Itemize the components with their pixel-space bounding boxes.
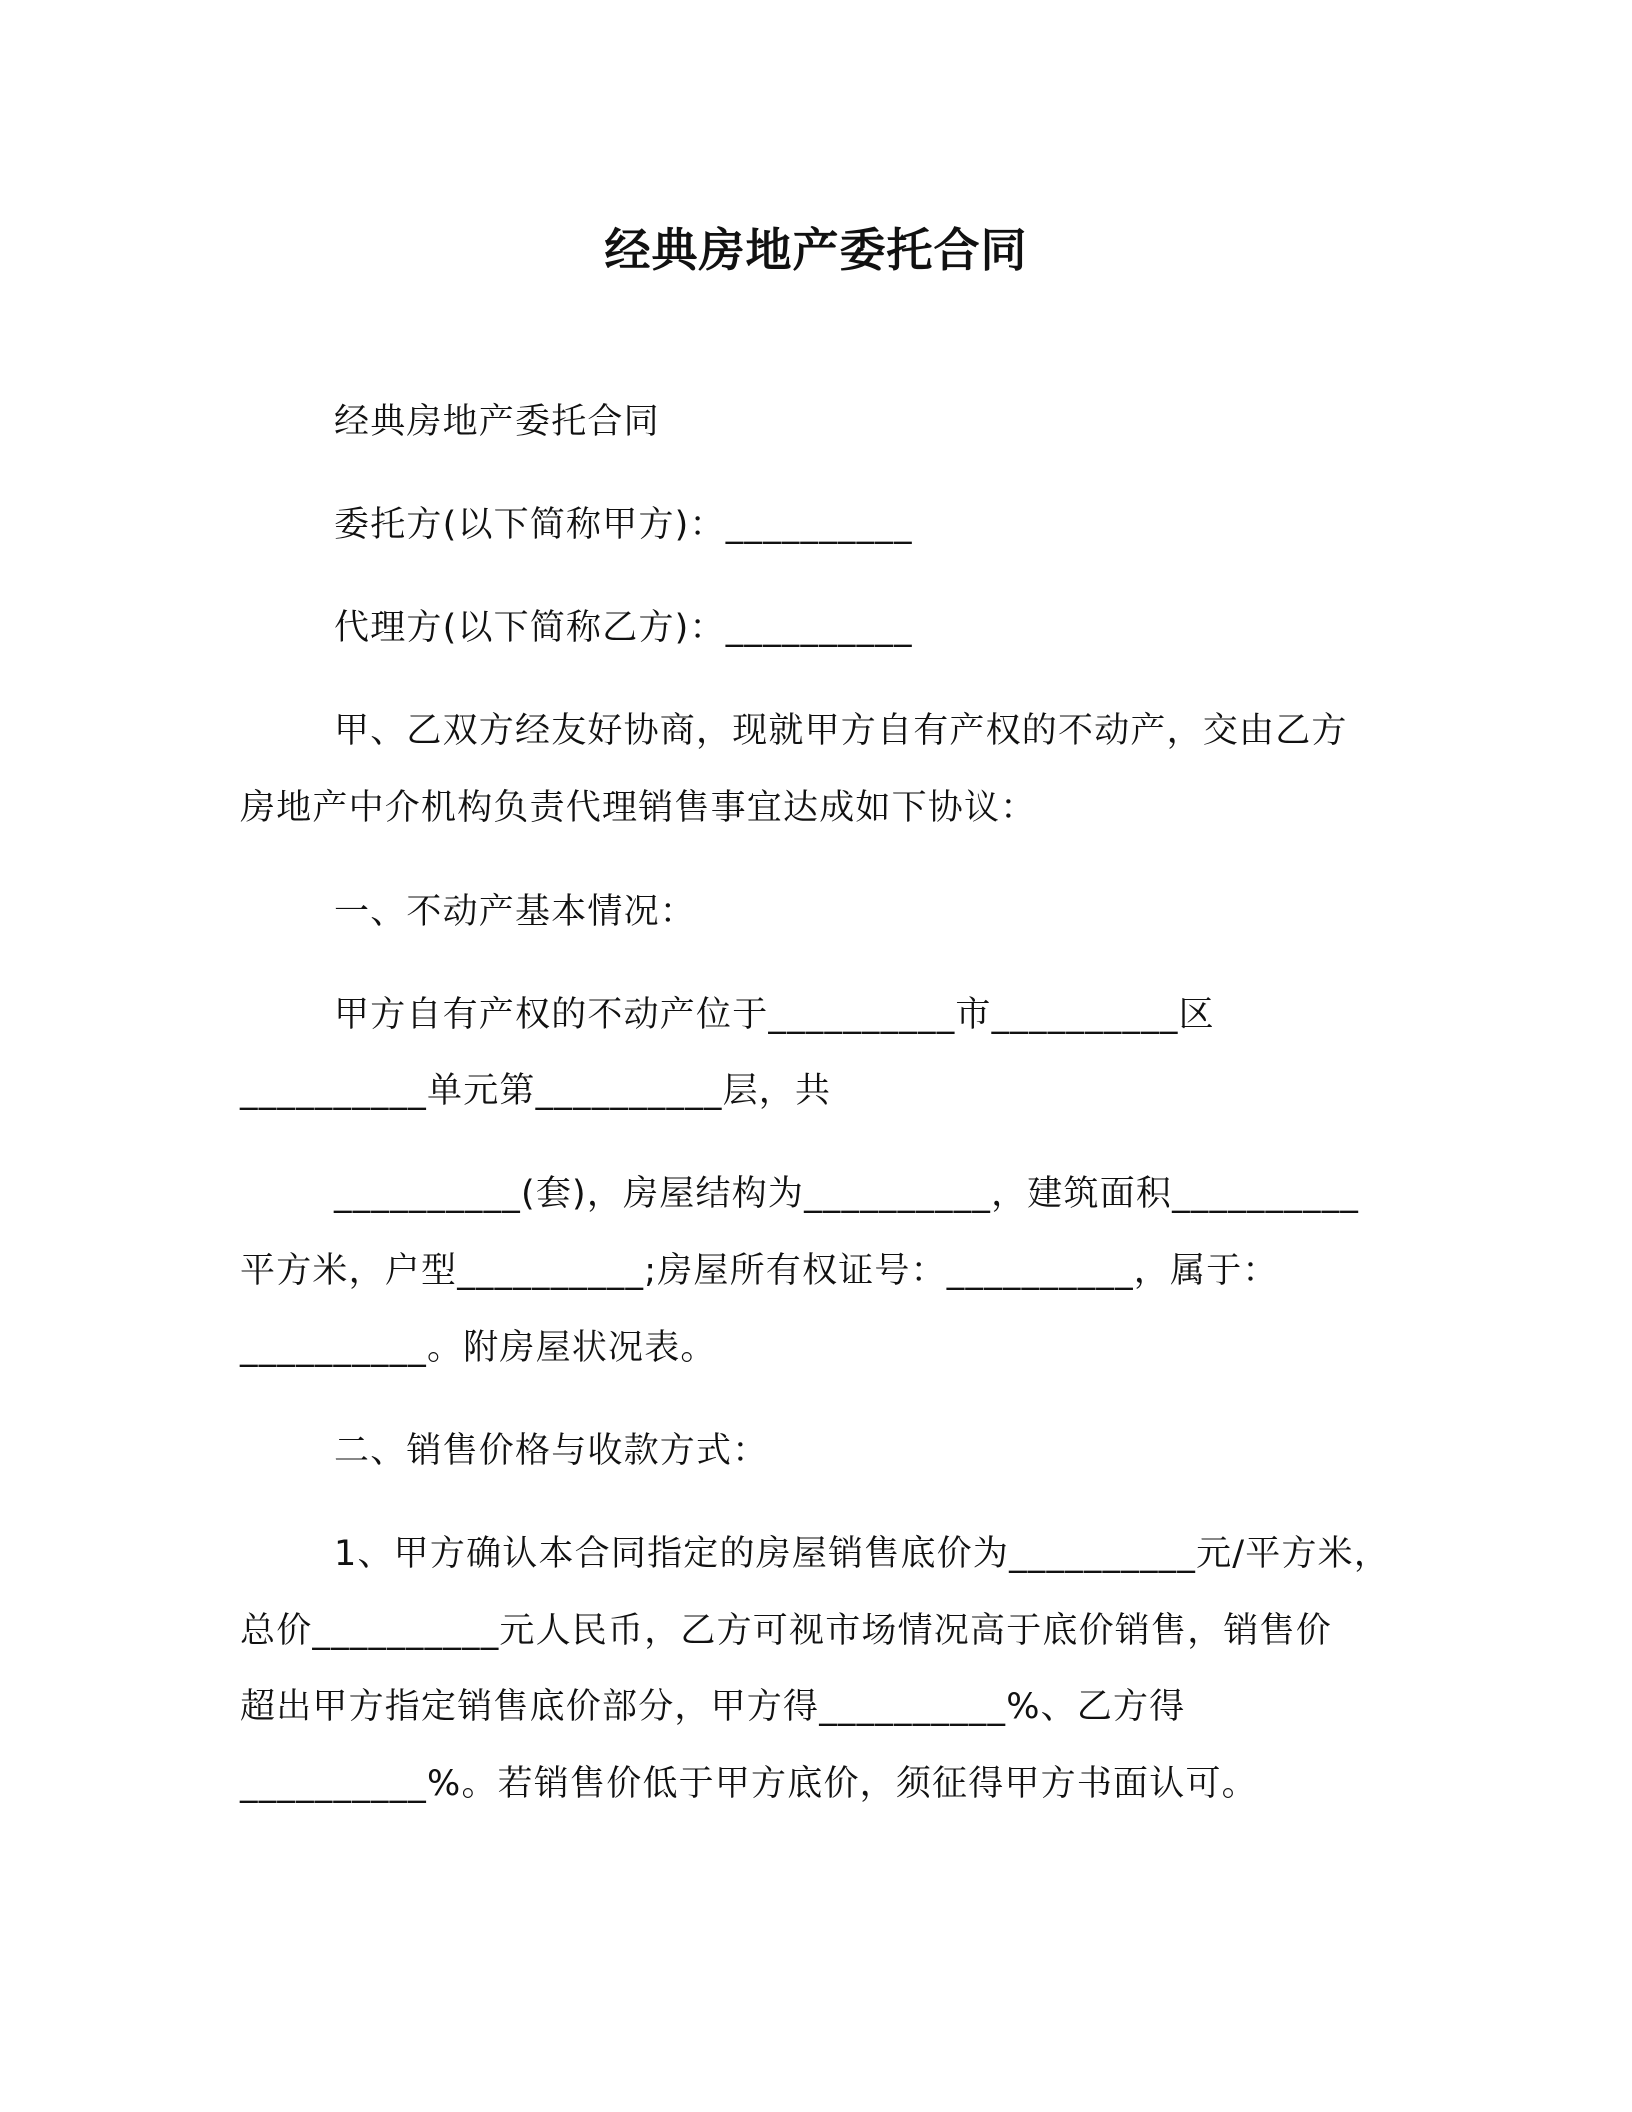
section-1-para-a-line-2: __________单元第__________层，共 bbox=[240, 1071, 832, 1111]
section-2-item-1-line-1: 1、甲方确认本合同指定的房屋销售底价为__________元/平方米， bbox=[334, 1534, 1391, 1574]
intro-line-2: 房地产中介机构负责代理销售事宜达成如下协议： bbox=[240, 788, 1037, 828]
document-subtitle: 经典房地产委托合同 bbox=[334, 402, 660, 442]
section-2-item-1-line-4: __________%。若销售价低于甲方底价，须征得甲方书面认可。 bbox=[240, 1764, 1258, 1804]
section-1-para-b-line-3: __________。附房屋状况表。 bbox=[240, 1328, 717, 1368]
intro-line-1: 甲、乙双方经友好协商，现就甲方自有产权的不动产，交由乙方 bbox=[334, 711, 1348, 751]
client-party-line: 委托方(以下简称甲方)：__________ bbox=[334, 505, 913, 545]
section-2-heading: 二、销售价格与收款方式： bbox=[334, 1431, 769, 1471]
section-1-para-b-line-1: __________(套)，房屋结构为__________，建筑面积__________ bbox=[334, 1174, 1360, 1214]
agent-party-line: 代理方(以下简称乙方)：__________ bbox=[334, 608, 913, 648]
section-1-para-b-line-2: 平方米，户型__________;房屋所有权证号：__________，属于： bbox=[240, 1251, 1279, 1291]
section-1-heading: 一、不动产基本情况： bbox=[334, 892, 697, 932]
section-2-item-1-line-2: 总价__________元人民币，乙方可视市场情况高于底价销售，销售价 bbox=[240, 1611, 1333, 1651]
section-2-item-1-line-3: 超出甲方指定销售底价部分，甲方得__________%、乙方得 bbox=[240, 1687, 1186, 1727]
document-title: 经典房地产委托合同 bbox=[604, 223, 1028, 277]
section-1-para-a-line-1: 甲方自有产权的不动产位于__________市__________区 bbox=[334, 995, 1215, 1035]
